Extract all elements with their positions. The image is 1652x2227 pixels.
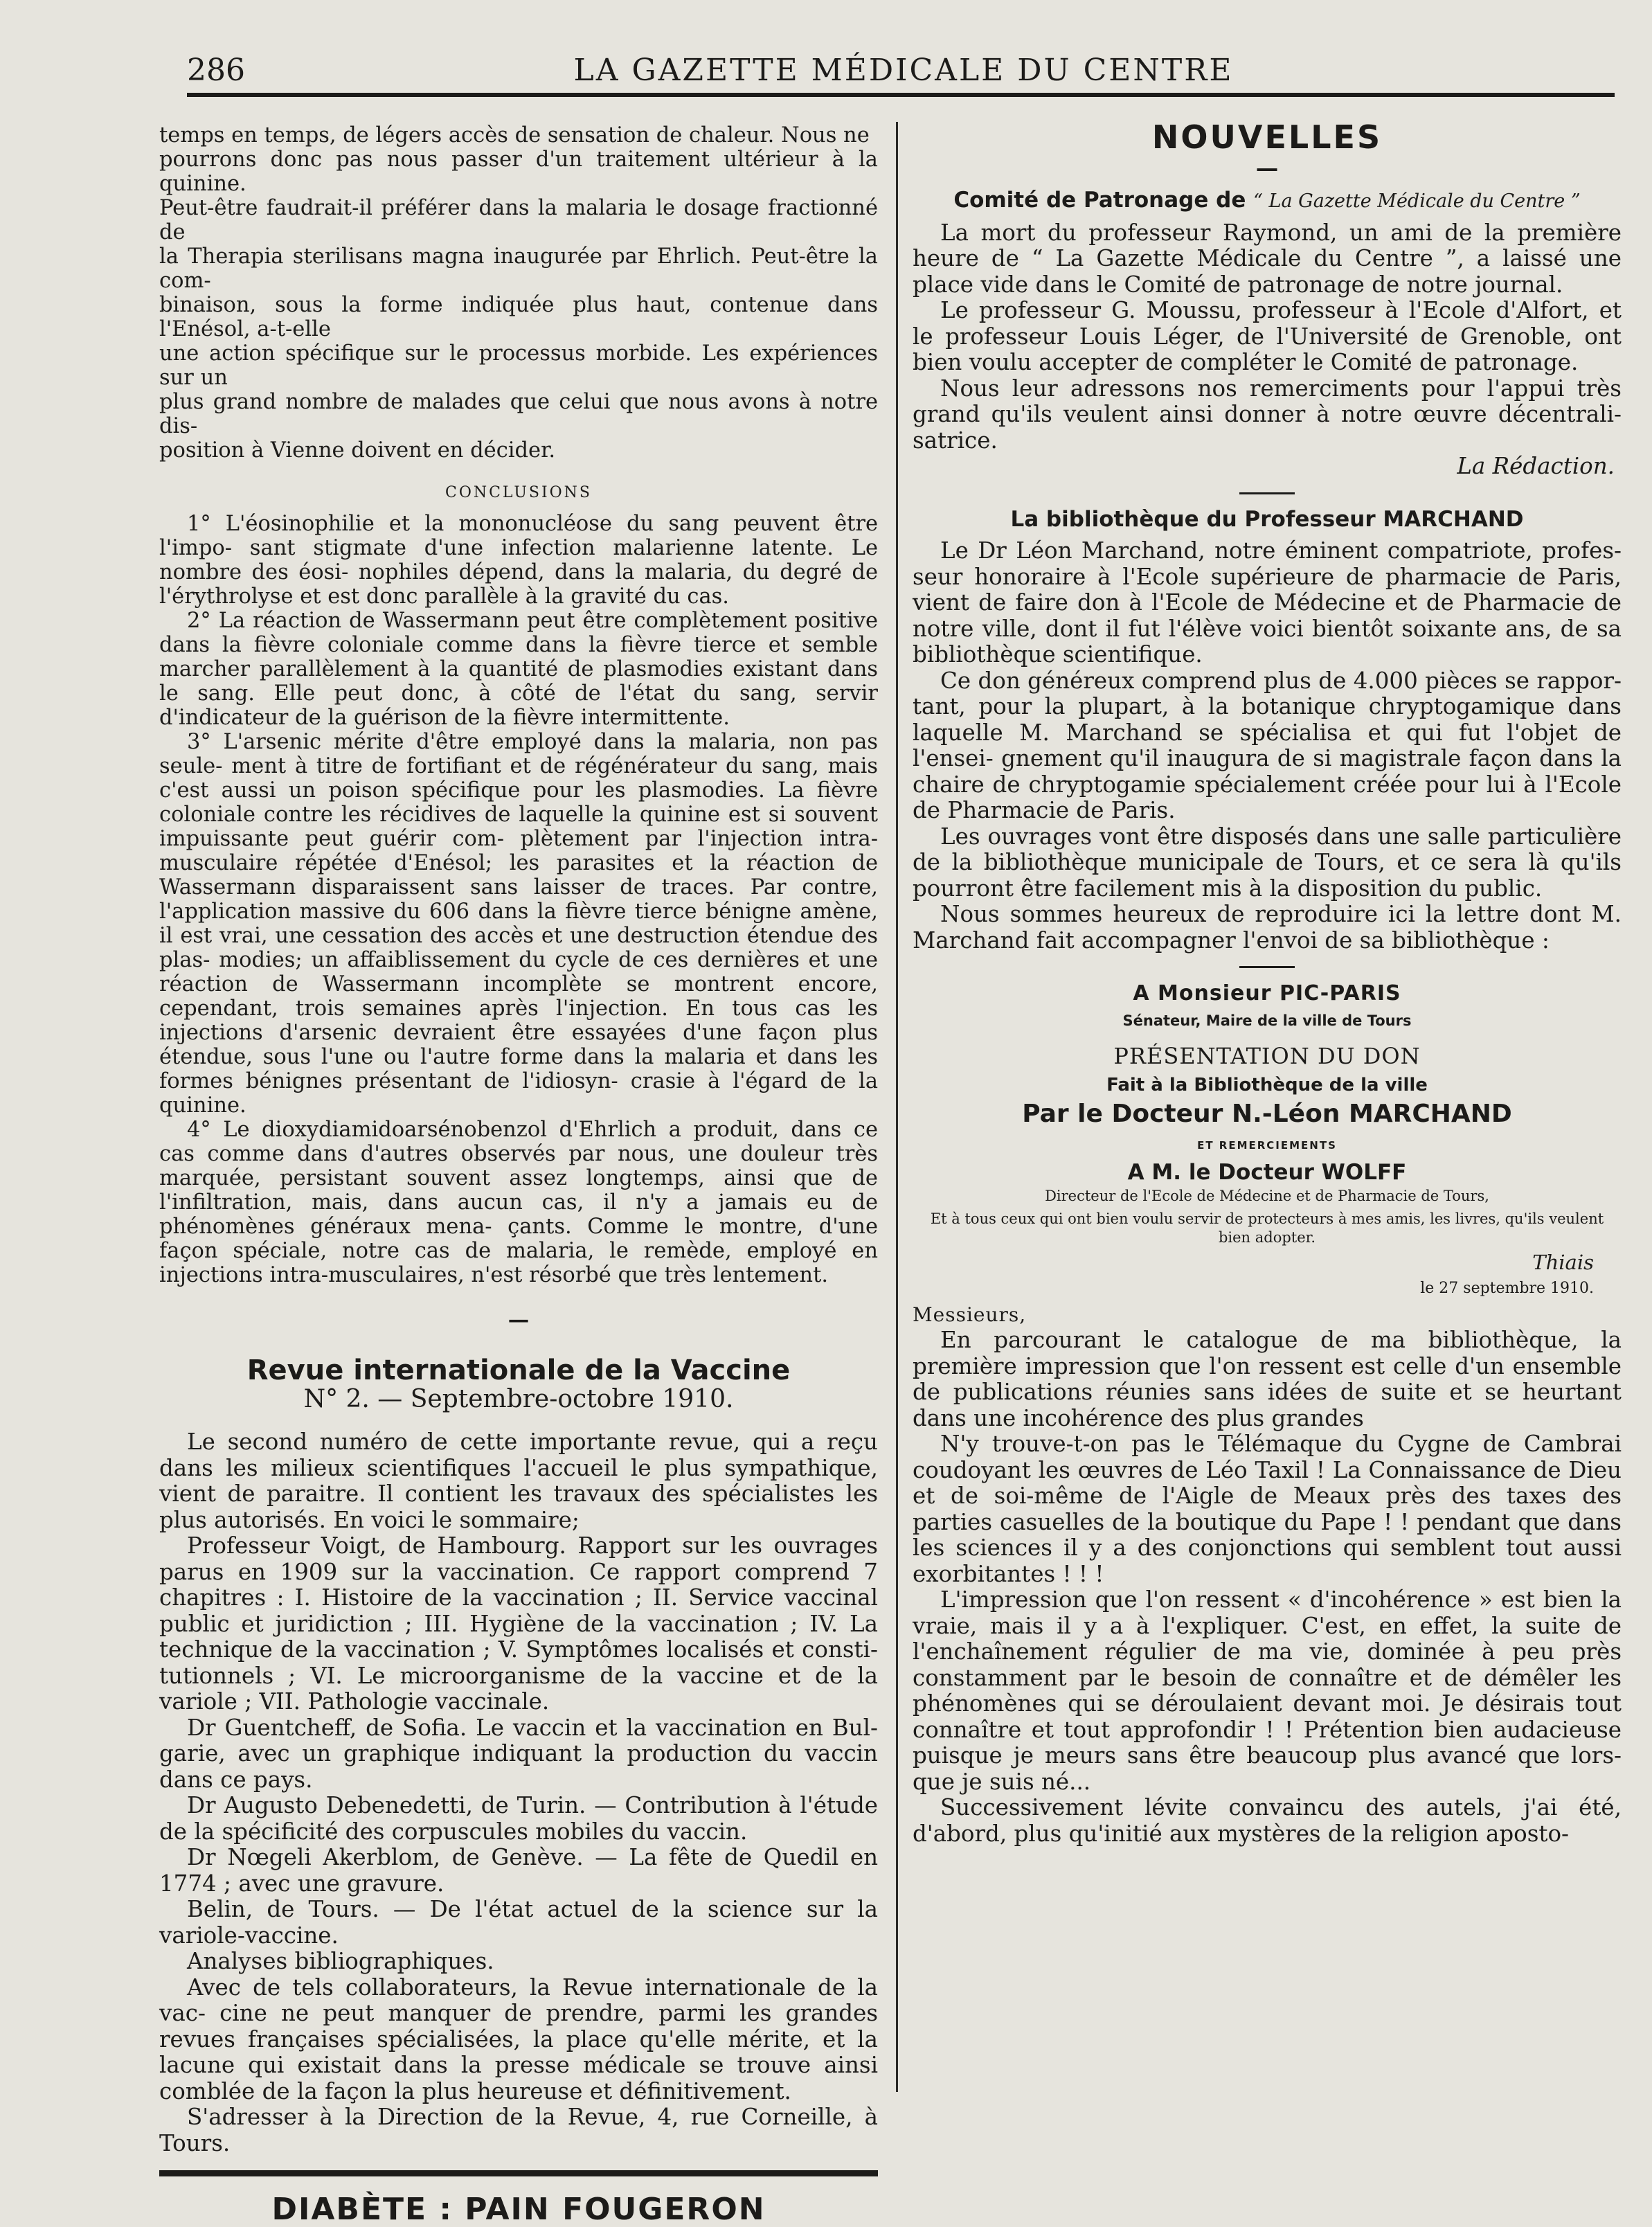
intro-line: binaison, sous la forme indiquée plus haut, contenue dans l'Enésol, a-t-elle <box>159 293 878 341</box>
right-column <box>913 118 1622 1847</box>
continued-article <box>159 123 878 463</box>
revue-paragraph: Analyses bibliographiques. <box>187 1948 494 1974</box>
comite-heading <box>913 188 1622 215</box>
letter-fait: Fait à la Bibliothèque de la ville <box>1106 1074 1428 1095</box>
letter-salutation: Messieurs, <box>913 1303 1027 1326</box>
section-rule <box>1239 492 1295 494</box>
letter-wolff: A M. le Docteur WOLFF <box>1127 1160 1407 1185</box>
letter-paragraph: N'y trouve-t-on pas le Télémaque du Cygne de Cambrai coudoyant les œuvres de Léo Taxil ! La Connaissance de Dieu et de soi-même de l'Aigle de Meaux près des taxes des parties casuelles de la boutique du Pape ! ! pendant que dans les sciences il y a des conjonctions qui semblent tout aussi exorbitantes ! ! ! <box>913 1431 1622 1587</box>
intro-line: plus grand nombre de malades que celui que nous avons à notre dis- <box>159 390 878 438</box>
intro-line: Peut-être faudrait-il préférer dans la malaria le dosage fractionné de <box>159 196 878 244</box>
revue-paragraph: Dr Guentcheff, de Sofia. Le vaccin et la vaccination en Bul- garie, avec un graphique indiquant la production du vaccin dans ce pays. <box>159 1714 878 1793</box>
letter-paragraph: L'impression que l'on ressent « d'incohérence » est bien la vraie, mais il y a à l'expliquer. C'est, en effet, la suite de l'enchaînement régulier de ma vie, dominée à peu près constamment par le besoin de connaître et de démêler les phénomènes qui se déroulaient devant moi. Je désirais tout connaître et tout approfondir ! ! Prétention bien audacieuse puisque je meurs sans être beaucoup plus avancé que lors- que je suis né... <box>913 1586 1622 1795</box>
letter-dedication: Et à tous ceux qui ont bien voulu servir de protecteurs à mes amis, les livres, qu'ils veulent bien adopter. <box>930 1210 1604 1246</box>
revue-paragraph: Le second numéro de cette importante revue, qui a reçu dans les milieux scientifiques l'accueil le plus sympathique, vient de paraitre. Il contient les travaux des spécialistes les plus autorisés. En voici le sommaire; <box>159 1429 878 1533</box>
comite-heading-text: Comité de Patronage de <box>953 188 1246 213</box>
advert-rule <box>159 2170 878 2176</box>
comite-paragraph: Le professeur G. Moussu, professeur à l'Ecole d'Alfort, et le professeur Louis Léger, de l'Université de Grenoble, ont bien voulu accepter de compléter le Comité de patronage. <box>913 297 1622 375</box>
left-column <box>159 123 878 2227</box>
section-dash: — <box>1255 154 1279 181</box>
intro-line: temps en temps, de légers accès de sensation de chaleur. Nous ne <box>159 123 870 147</box>
column-divider <box>896 122 898 2092</box>
revue-paragraph: Dr Augusto Debenedetti, de Turin. — Contribution à l'étude de la spécificité des corpuscules mobiles du vaccin. <box>159 1792 878 1845</box>
letter-wolff-title: Directeur de l'Ecole de Médecine et de Pharmacie de Tours, <box>1045 1187 1489 1204</box>
revue-paragraph: Professeur Voigt, de Hambourg. Rapport sur les ouvrages parus en 1909 sur la vaccination. Ce rapport comprend 7 chapitres : I. Histoire de la vaccination ; II. Service vaccinal public et juridiction ; III. Hygiène de la vaccination ; IV. La technique de la vaccination ; V. Symptômes localisés et consti- tutionnels ; VI. Le microorganisme de la vaccine et de la variole ; VII. Pathologie vaccinale. <box>159 1532 878 1715</box>
nouvelles-heading: NOUVELLES <box>1151 118 1383 156</box>
letter-paragraph: Successivement lévite convaincu des autels, j'ai été, d'abord, plus qu'initié aux mystères de la religion aposto- <box>913 1794 1622 1847</box>
header-rule <box>187 93 1615 97</box>
letter-presentation: PRÉSENTATION DU DON <box>1113 1043 1421 1069</box>
biblio-paragraph: Le Dr Léon Marchand, notre éminent compatriote, profes- seur honoraire à l'Ecole supérieure de pharmacie de Paris, vient de faire don à l'Ecole de Médecine et de Pharmacie de notre ville, dont il fut l'élève voici bientôt soixante ans, de sa bibliothèque scientifique. <box>913 537 1622 668</box>
intro-line: une action spécifique sur le processus morbide. Les expériences sur un <box>159 341 878 390</box>
biblio-paragraph: Nous sommes heureux de reproduire ici la lettre dont M. Marchand fait accompagner l'envoi de sa bibliothèque : <box>913 901 1622 954</box>
section-rule <box>1239 966 1295 968</box>
comite-signature: La Rédaction. <box>1457 453 1615 479</box>
conclusion-paragraph: 3° L'arsenic mérite d'être employé dans la malaria, non pas seule- ment à titre de fortifiant et de régénérateur du sang, mais c'est aussi un poison spécifique pour les plasmodies. La fièvre coloniale contre les récidives de laquelle la quinine est si souvent impuissante peut guérir com- plètement par l'injection intra-musculaire répétée d'Enésol; les parasites et la réaction de Wassermann disparaissent sans laisser de traces. Par contre, l'application massive du 606 dans la fièvre tierce bénigne amène, il est vrai, une cessation des accès et une destruction étendue des plas- modies; un affaiblissement du cycle de ces dernières et une réaction de Wassermann incomplète se montrent encore, cependant, trois semaines après l'injection. En tous cas les injections d'arsenic devraient être essayées d'une façon plus étendue, sous l'une ou l'autre forme dans la malaria et dans les formes bénignes présentant de l'idiosyn- crasie à l'égard de la quinine. <box>159 730 878 1118</box>
section-dash: — <box>508 1307 530 1332</box>
letter <box>913 981 1622 1847</box>
intro-line: position à Vienne doivent en décider. <box>159 438 556 463</box>
letter-date: le 27 septembre 1910. <box>1420 1280 1594 1297</box>
letter-addressee-title: Sénateur, Maire de la ville de Tours <box>1122 1012 1412 1029</box>
intro-line: la Therapia sterilisans magna inaugurée par Ehrlich. Peut-être la com- <box>159 244 878 293</box>
conclusion-paragraph: 2° La réaction de Wassermann peut être complètement positive dans la fièvre coloniale comme dans la fièvre tierce et semble marcher parallèlement à la quantité de plasmodies existant dans le sang. Elle peut donc, à côté de l'état du sang, servir d'indicateur de la guérison de la fièvre intermittente. <box>159 609 878 730</box>
letter-author: Par le Docteur N.-Léon MARCHAND <box>1022 1100 1512 1128</box>
biblio-heading: La bibliothèque du Professeur MARCHAND <box>1010 506 1524 532</box>
journal-title: LA GAZETTE MÉDICALE DU CENTRE <box>573 53 1234 88</box>
intro-line: pourrons donc pas nous passer d'un traitement ultérieur à la quinine. <box>159 147 878 196</box>
letter-paragraph: En parcourant le catalogue de ma bibliothèque, la première impression que l'on ressent est celle d'un ensemble de publications réunies sans idées de suite et se heurtant dans une incohérence des plus grandes <box>913 1327 1622 1431</box>
revue-title: Revue internationale de la Vaccine <box>246 1354 791 1386</box>
revue-body <box>159 1429 878 2156</box>
comite-heading-journal: “ La Gazette Médicale du Centre ” <box>1253 190 1581 212</box>
letter-addressee: A Monsieur PIC-PARIS <box>1133 981 1401 1005</box>
biblio-paragraph: Ce don généreux comprend plus de 4.000 pièces se rappor- tant, pour la plupart, à la botanique chryptogamique dans laquelle M. Marchand se spécialisa et qui fut l'objet de l'ensei- gnement qu'il inaugura de si magistrale façon dans la chaire de chryptogamie spécialement créée pour lui à l'Ecole de Pharmacie de Paris. <box>913 667 1622 823</box>
conclusions-heading: CONCLUSIONS <box>445 484 593 501</box>
letter-place: Thiais <box>1532 1250 1594 1274</box>
revue-paragraph: Dr Nœgeli Akerblom, de Genève. — La fête de Quedil en 1774 ; avec une gravure. <box>159 1844 878 1897</box>
advert-diabete: DIABÈTE : PAIN FOUGERON <box>271 2192 766 2227</box>
comite-paragraph: La mort du professeur Raymond, un ami de la première heure de “ La Gazette Médicale du Centre ”, a laissé une place vide dans le Comité de patronage de notre journal. <box>913 219 1622 298</box>
conclusion-paragraph: 4° Le dioxydiamidoarsénobenzol d'Ehrlich a produit, dans ce cas comme dans d'autres observés par nous, une douleur très marquée, persistant souvent assez longtemps, ainsi que de l'infiltration, mais, dans aucun cas, il n'y a jamais eu de phénomènes généraux mena- çants. Comme le montre, d'une façon spéciale, notre cas de malaria, le remède, employé en injections intra-musculaires, n'est résorbé que très lentement. <box>159 1118 878 1287</box>
revue-paragraph: Avec de tels collaborateurs, la Revue internationale de la vac- cine ne peut manquer de prendre, parmi les grandes revues françaises spécialisées, la place qu'elle mérite, et la lacune qui existait dans la presse médicale se trouve ainsi comblée de la façon la plus heureuse et définitivement. <box>159 1974 878 2104</box>
biblio-paragraph: Les ouvrages vont être disposés dans une salle particulière de la bibliothèque municipale de Tours, et ce sera là qu'ils pourront être facilement mis à la disposition du public. <box>913 823 1622 902</box>
revue-subtitle: N° 2. — Septembre-octobre 1910. <box>303 1385 734 1413</box>
revue-paragraph: Belin, de Tours. — De l'état actuel de la science sur la variole-vaccine. <box>159 1896 878 1949</box>
letter-remerciements: ET REMERCIEMENTS <box>1197 1138 1337 1152</box>
conclusion-paragraph: 1° L'éosinophilie et la mononucléose du sang peuvent être l'impo- sant stigmate d'une infection malarienne latente. Le nombre des éosi- nophiles dépend, dans la malaria, du degré de l'érythrolyse et est donc parallèle à la gravité du cas. <box>159 512 878 609</box>
page-header <box>187 47 1620 96</box>
comite-paragraph: Nous leur adressons nos remerciments pour l'appui très grand qu'ils veulent ainsi donner à notre œuvre décentrali- satrice. <box>913 375 1622 454</box>
page-number: 286 <box>187 53 245 88</box>
revue-paragraph: S'adresser à la Direction de la Revue, 4, rue Corneille, à Tours. <box>159 2104 878 2156</box>
